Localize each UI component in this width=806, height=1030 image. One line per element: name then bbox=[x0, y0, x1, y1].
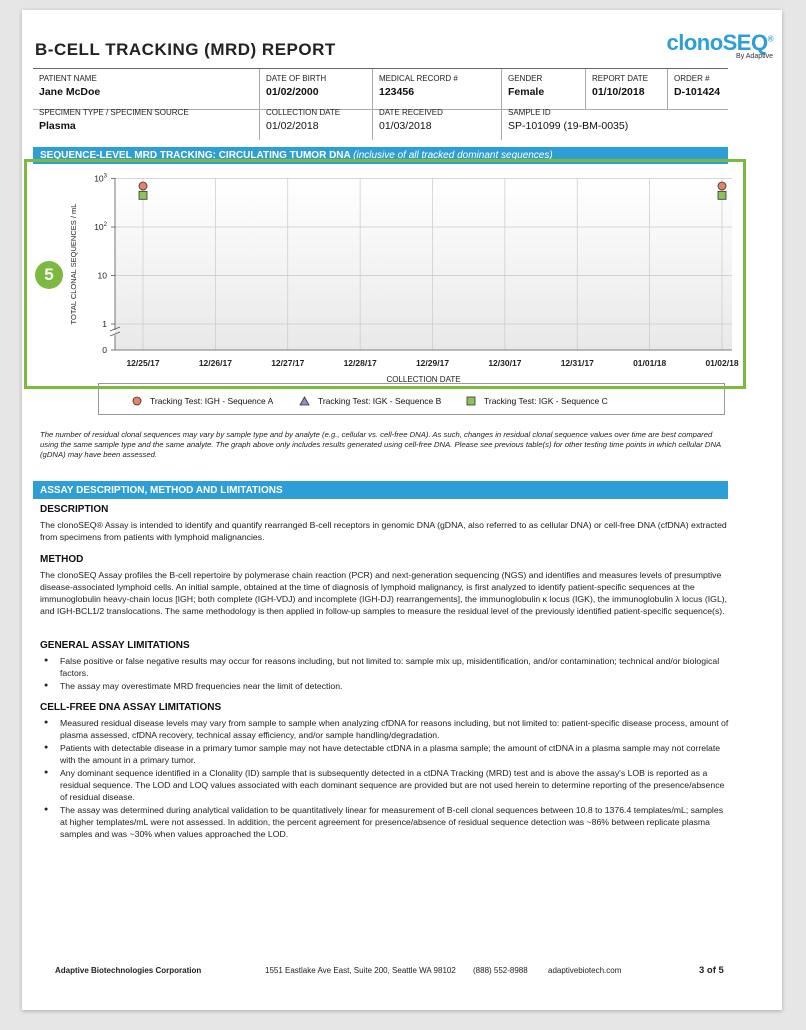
cfdna-limitations-section bbox=[40, 702, 730, 841]
legend-label-seq-b: Tracking Test: IGK - Sequence B bbox=[318, 396, 442, 406]
data-point-circle bbox=[718, 182, 726, 190]
sample-id-value: SP-101099 (19-BM-0035) bbox=[508, 120, 629, 132]
specimen-info-row bbox=[33, 103, 728, 140]
list-item: ● The assay was determined during analytical validation to be quantitatively linear for measurement of B-cell clonal sequences between 10.8 to 1376.4 templates/mL; samples at higher templates/mL were not assessed. In addition, the percent agreement for presence/absence of residual sequence detection was ~86% between replicate plasma samples and was ~30% when values approached the LOD. bbox=[40, 804, 730, 840]
legend-item-seq-a bbox=[132, 396, 273, 406]
footer-phone: (888) 552-8988 bbox=[473, 966, 528, 975]
mrn-value: 123456 bbox=[379, 86, 415, 98]
specimen-type-cell bbox=[33, 103, 259, 140]
gender-value: Female bbox=[508, 86, 545, 98]
specimen-type-value: Plasma bbox=[39, 120, 76, 132]
analyte-note: The number of residual clonal sequences may vary by sample type and by analyte (e.g., cellular vs. cell-free DNA). As such, changes in residual clonal sequence values over time are best compared using the same sample type and the same analyte. The graph above only includes results generated using cell-free DNA. Please see previous table(s) for other testing time points in which cellular DNA (gDNA) may have been assessed. bbox=[40, 430, 721, 459]
specimen-type-label: SPECIMEN TYPE / SPECIMEN SOURCE bbox=[39, 108, 189, 117]
y-tick-label: 1 bbox=[102, 319, 107, 329]
logo-mark: ® bbox=[767, 34, 773, 44]
x-tick-label: 12/29/17 bbox=[415, 358, 450, 368]
sample-id-cell bbox=[501, 103, 728, 140]
list-item: ● Any dominant sequence identified in a Clonality (ID) sample that is subsequently detected in a ctDNA Tracking (MRD) test and is above the assay's LOB is reported as a residual sequence. The LOD and LOQ values associated with each dominant sequence are provided but are not used herein to determine reporting of the presence/absence of residual disease. bbox=[40, 767, 730, 803]
order-value: D-101424 bbox=[674, 86, 721, 98]
y-tick-label: $10^2$ bbox=[94, 222, 107, 232]
order-label: ORDER # bbox=[674, 74, 710, 83]
y-tick-label: 10 bbox=[97, 270, 107, 281]
date-received-value: 01/03/2018 bbox=[379, 120, 432, 132]
data-point-square bbox=[139, 191, 147, 199]
data-point-square bbox=[718, 191, 726, 199]
triangle-marker-icon bbox=[299, 396, 310, 406]
section-title-assay: ASSAY DESCRIPTION, METHOD AND LIMITATIONS bbox=[40, 485, 283, 496]
x-tick-label: 12/26/17 bbox=[198, 358, 232, 368]
square-marker-icon bbox=[466, 396, 476, 406]
list-item: ● Measured residual disease levels may vary from sample to sample when analyzing cfDNA for reasons including, but not limited to: patient-specific disease process, amount of plasma assessed, cfDNA recovery, technical assay efficiency, and/or sample handling/degradation. bbox=[40, 717, 730, 741]
collection-date-cell bbox=[259, 103, 372, 140]
x-tick-label: 01/02/18 bbox=[705, 358, 739, 368]
description-text: The clonoSEQ® Assay is intended to identify and quantify rearranged B-cell receptors in genomic DNA (gDNA, also referred to as cellular DNA) or cell-free DNA (cfDNA) extracted from specimens from patients with lymphoid malignancies. bbox=[40, 520, 727, 542]
list-item: ● False positive or false negative results may occur for reasons including, but not limited to: sample mix up, misidentification, and/or contamination; technical and/or biological factors. bbox=[40, 655, 730, 679]
section-subtitle: (inclusive of all tracked dominant sequences) bbox=[353, 150, 553, 161]
cfdna-limitations-list bbox=[40, 717, 730, 840]
general-limitations-section bbox=[40, 640, 730, 693]
sample-id-label: SAMPLE ID bbox=[508, 108, 551, 117]
footer-web: adaptivebiotech.com bbox=[548, 966, 622, 975]
dob-value: 01/02/2000 bbox=[266, 86, 319, 98]
collection-date-label: COLLECTION DATE bbox=[266, 108, 341, 117]
logo-text: clonoSEQ bbox=[666, 30, 768, 55]
mrd-tracking-chart bbox=[55, 168, 739, 384]
mrn-label: MEDICAL RECORD # bbox=[379, 74, 458, 83]
patient-name-label: PATIENT NAME bbox=[39, 74, 97, 83]
callout-badge: 5 bbox=[35, 261, 63, 289]
description-heading: DESCRIPTION bbox=[40, 504, 109, 515]
method-text: The clonoSEQ Assay profiles the B-cell repertoire by polymerase chain reaction (PCR) and next-generation sequencing (NGS) and identifies and measures levels of presumptive disease-associated lymphoid cells. An initial sample, obtained at the time of diagnosis of lymphoid malignancy, is first analyzed to identify patient-specific sequences at the immunoglobulin heavy-chain locus [IGH; both complete (IGH-VDJ) and incomplete (IGH-DJ) rearrangements], the immunoglobulin κ locus (IGK), the immunoglobulin λ locus (IGL), and IGH-BCL1/2 translocations. The same methodology is then applied in follow-up samples to measure the residual level of the previously identified patient-specific sequence(s). bbox=[40, 570, 728, 616]
dob-label: DATE OF BIRTH bbox=[266, 74, 327, 83]
patient-name-value: Jane McDoe bbox=[39, 86, 101, 98]
x-axis-title: COLLECTION DATE bbox=[386, 375, 461, 384]
footer-address: 1551 Eastlake Ave East, Suite 200, Seattle WA 98102 bbox=[265, 966, 456, 975]
report-title: B-CELL TRACKING (MRD) REPORT bbox=[35, 40, 336, 59]
circle-marker-icon bbox=[132, 396, 142, 406]
data-point-circle bbox=[139, 182, 147, 190]
x-tick-label: 12/25/17 bbox=[126, 358, 160, 368]
footer-company: Adaptive Biotechnologies Corporation bbox=[55, 966, 202, 975]
method-section bbox=[40, 554, 730, 617]
footer-page-number: 3 of 5 bbox=[699, 965, 724, 976]
section-title: SEQUENCE-LEVEL MRD TRACKING: CIRCULATING TUMOR DNA bbox=[40, 150, 351, 161]
x-tick-label: 01/01/18 bbox=[633, 358, 667, 368]
general-limitations-heading: GENERAL ASSAY LIMITATIONS bbox=[40, 640, 190, 651]
y-axis-title: TOTAL CLONAL SEQUENCES / mL bbox=[69, 203, 78, 325]
x-tick-label: 12/27/17 bbox=[271, 358, 305, 368]
legend-label-seq-a: Tracking Test: IGH - Sequence A bbox=[150, 396, 274, 406]
legend-label-seq-c: Tracking Test: IGK - Sequence C bbox=[484, 396, 608, 406]
date-received-cell bbox=[372, 103, 501, 140]
legend-item-seq-c bbox=[466, 396, 608, 406]
method-heading: METHOD bbox=[40, 554, 84, 565]
clonoseq-logo bbox=[666, 30, 773, 60]
description-section bbox=[40, 504, 730, 543]
list-item: ● The assay may overestimate MRD frequencies near the limit of detection. bbox=[40, 680, 730, 692]
x-tick-label: 12/28/17 bbox=[343, 358, 377, 368]
report-date-value: 01/10/2018 bbox=[592, 86, 645, 98]
x-tick-label: 12/30/17 bbox=[488, 358, 522, 368]
chart-legend bbox=[98, 383, 725, 415]
x-tick-label: 12/31/17 bbox=[560, 358, 594, 368]
y-tick-label: 0 bbox=[102, 345, 107, 355]
list-item: ● Patients with detectable disease in a primary tumor sample may not have detectable ctDNA in a plasma sample; the amount of ctDNA in a plasma sample may not correlate with the amount in a primary tumor. bbox=[40, 742, 730, 766]
cfdna-limitations-heading: CELL-FREE DNA ASSAY LIMITATIONS bbox=[40, 702, 222, 713]
legend-item-seq-b bbox=[299, 396, 441, 406]
collection-date-value: 01/02/2018 bbox=[266, 120, 319, 132]
y-tick-label: $10^3$ bbox=[94, 173, 107, 184]
general-limitations-list bbox=[40, 655, 730, 692]
report-date-label: REPORT DATE bbox=[592, 74, 649, 83]
logo-subtitle: By Adaptive bbox=[736, 53, 773, 60]
date-received-label: DATE RECEIVED bbox=[379, 108, 443, 117]
gender-label: GENDER bbox=[508, 74, 543, 83]
section-banner-assay bbox=[33, 481, 728, 499]
